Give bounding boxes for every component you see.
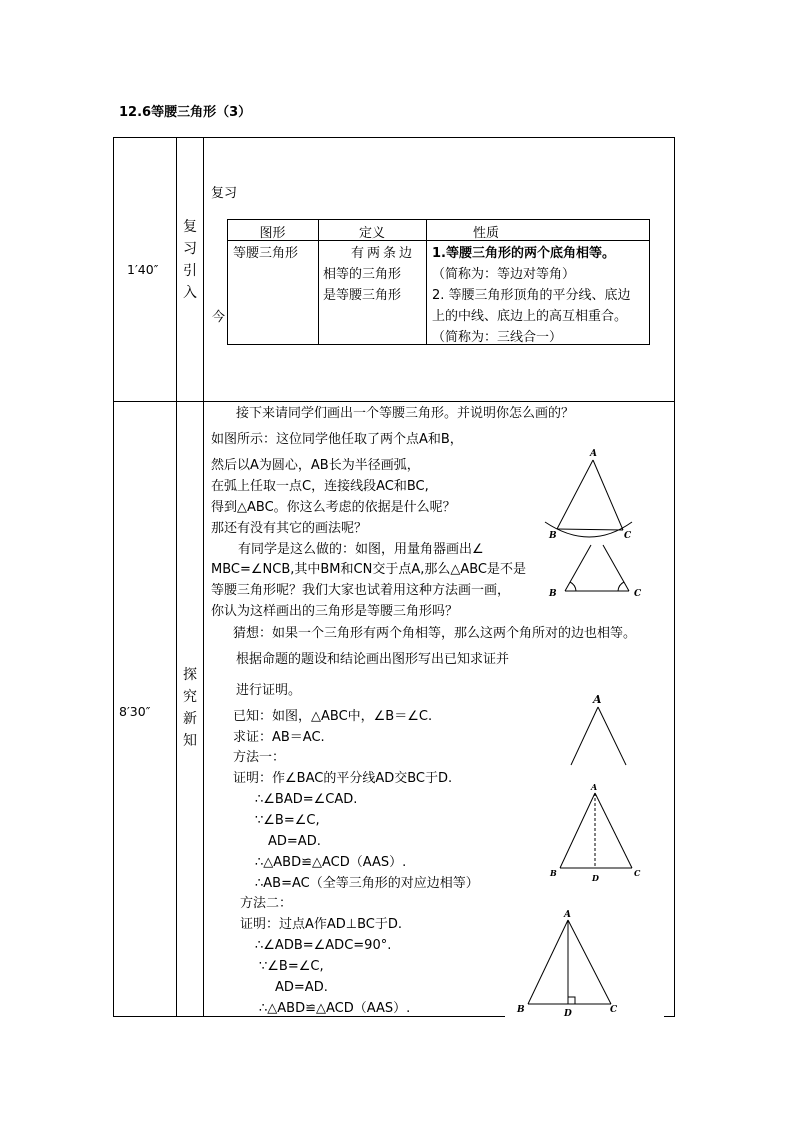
fig4-label-b: B: [550, 868, 557, 878]
method-a-line: 那还有没有其它的画法呢？: [211, 521, 368, 536]
fig1-side-ab: [557, 460, 593, 529]
figure-name: 等腰三角形: [233, 246, 299, 261]
method1-line: 证明：作∠BAC的平分线AD交BC于D.: [233, 771, 453, 786]
fig4-side-ac: [595, 793, 632, 868]
figure-protractor-construction: [565, 545, 629, 591]
fig4-label-d: D: [592, 873, 599, 883]
property-line: 上的中线、底边上的高互相重合。: [432, 309, 628, 324]
method2-line: AD=AD.: [275, 980, 328, 995]
fig1-label-a: A: [590, 449, 597, 459]
definition-line: 是等腰三角形: [323, 288, 402, 303]
fig2-side-right: [603, 545, 629, 591]
method2-line: ∴∠ADB=∠ADC=90°.: [255, 938, 392, 953]
figure-angle-bisector: [560, 793, 632, 868]
prove-text: 求证：AB＝AC.: [233, 730, 325, 745]
method1-line: ∴△ABD≌△ACD（AAS）.: [255, 855, 407, 870]
fig1-side-ac: [593, 460, 623, 530]
fig2-label-b: B: [549, 589, 557, 599]
fig3-side-right: [598, 707, 626, 765]
method-b-line: 有同学是这么做的：如图，用量角器画出∠: [238, 542, 484, 557]
method-b-line: 等腰三角形呢？我们大家也试着用这种方法画一画，: [211, 583, 511, 598]
method-a-line: 如图所示：这位同学他任取了两个点A和B，: [211, 432, 463, 447]
method-a-line: 然后以A为圆心，AB长为半径画弧，: [211, 458, 420, 473]
row1-time: 1′40″: [127, 262, 159, 277]
instruction-line: 进行证明。: [236, 683, 302, 698]
page-title: 12.6等腰三角形（3）: [119, 105, 252, 120]
row2-time: 8′30″: [119, 704, 151, 719]
fig2-angle-b: [570, 582, 576, 591]
instruction-line: 根据命题的题设和结论画出图形写出已知求证并: [236, 652, 510, 667]
fig4-side-ab: [560, 793, 595, 868]
phase-char: 入: [183, 285, 197, 301]
method1-line: ∴AB=AC（全等三角形的对应边相等）: [255, 876, 479, 891]
phase-char: 习: [183, 241, 197, 257]
method1-line: ∵∠B=∠C,: [255, 813, 320, 828]
method-b-line: MBC=∠NCB,其中BM和CN交于点A,那么△ABC是不是: [211, 562, 527, 577]
fig5-label-a: A: [564, 910, 571, 920]
header-figure: 图形: [259, 226, 286, 241]
property-line: 1.等腰三角形的两个底角相等。: [432, 246, 615, 261]
fig5-side-ab: [528, 920, 568, 1004]
fig5-label-d: D: [564, 1009, 572, 1019]
given-text: 已知：如图，△ABC中，∠B＝∠C.: [233, 709, 433, 724]
fig1-side-bc: [557, 529, 623, 530]
method-a-line: 得到△ABC。你这么考虑的依据是什么呢？: [211, 500, 456, 515]
header-property-text: 性质: [472, 226, 499, 241]
method-a-line: 在弧上任取一点C，连接线段AC和BC,: [211, 479, 429, 494]
method-b-line: 你认为这样画出的三角形是等腰三角形吗？: [211, 604, 459, 619]
method1-line: AD=AD.: [268, 834, 321, 849]
fig2-label-c: C: [634, 589, 642, 599]
phase-char: 复: [183, 219, 197, 235]
method1-title: 方法一：: [233, 750, 286, 765]
definition-line: 有两条边: [351, 246, 416, 261]
conjecture-text: 猜想：如果一个三角形有两个角相等，那么这两个角所对的边也相等。: [233, 626, 637, 641]
fig5-label-b: B: [517, 1005, 525, 1015]
phase-char: 究: [183, 689, 197, 705]
method2-line: 证明：过点A作AD⊥BC于D.: [240, 917, 403, 932]
fig5-label-c: C: [610, 1005, 618, 1015]
fig2-side-left: [565, 545, 591, 591]
definition-line: 相等的三角形: [323, 267, 402, 282]
method1-line: ∴∠BAD=∠CAD.: [255, 792, 358, 807]
fig4-label-a: A: [591, 782, 598, 792]
fig2-angle-c: [618, 582, 624, 591]
figure-open-angle: [571, 707, 626, 765]
phase-char: 引: [183, 263, 197, 279]
header-definition: 定义: [358, 226, 385, 241]
fig3-label-a: A: [593, 693, 602, 706]
fig5-right-angle-mark: [568, 997, 575, 1004]
figure-altitude: [528, 920, 611, 1004]
review-heading: 复习: [211, 186, 238, 201]
intro-text: 接下来请同学们画出一个等腰三角形。并说明你怎么画的？: [236, 406, 575, 421]
property-line: （简称为：三线合一）: [432, 330, 563, 345]
method2-title: 方法二：: [240, 896, 293, 911]
fig3-side-left: [571, 707, 598, 765]
method2-line: ∴△ABD≌△ACD（AAS）.: [259, 1001, 411, 1016]
fig1-label-c: C: [624, 531, 632, 541]
phase-char: 新: [183, 711, 197, 727]
method2-line: ∵∠B=∠C,: [259, 959, 324, 974]
fig4-label-c: C: [634, 868, 641, 878]
figure-compass-construction: [545, 460, 632, 537]
stray-char: 今: [212, 310, 226, 325]
phase-char: 知: [183, 733, 197, 749]
fig5-side-ac: [568, 920, 611, 1004]
property-line: （简称为：等边对等角）: [432, 267, 576, 282]
phase-char: 探: [183, 667, 197, 683]
fig1-label-b: B: [549, 531, 557, 541]
property-line: 2. 等腰三角形顶角的平分线、底边: [432, 288, 631, 303]
